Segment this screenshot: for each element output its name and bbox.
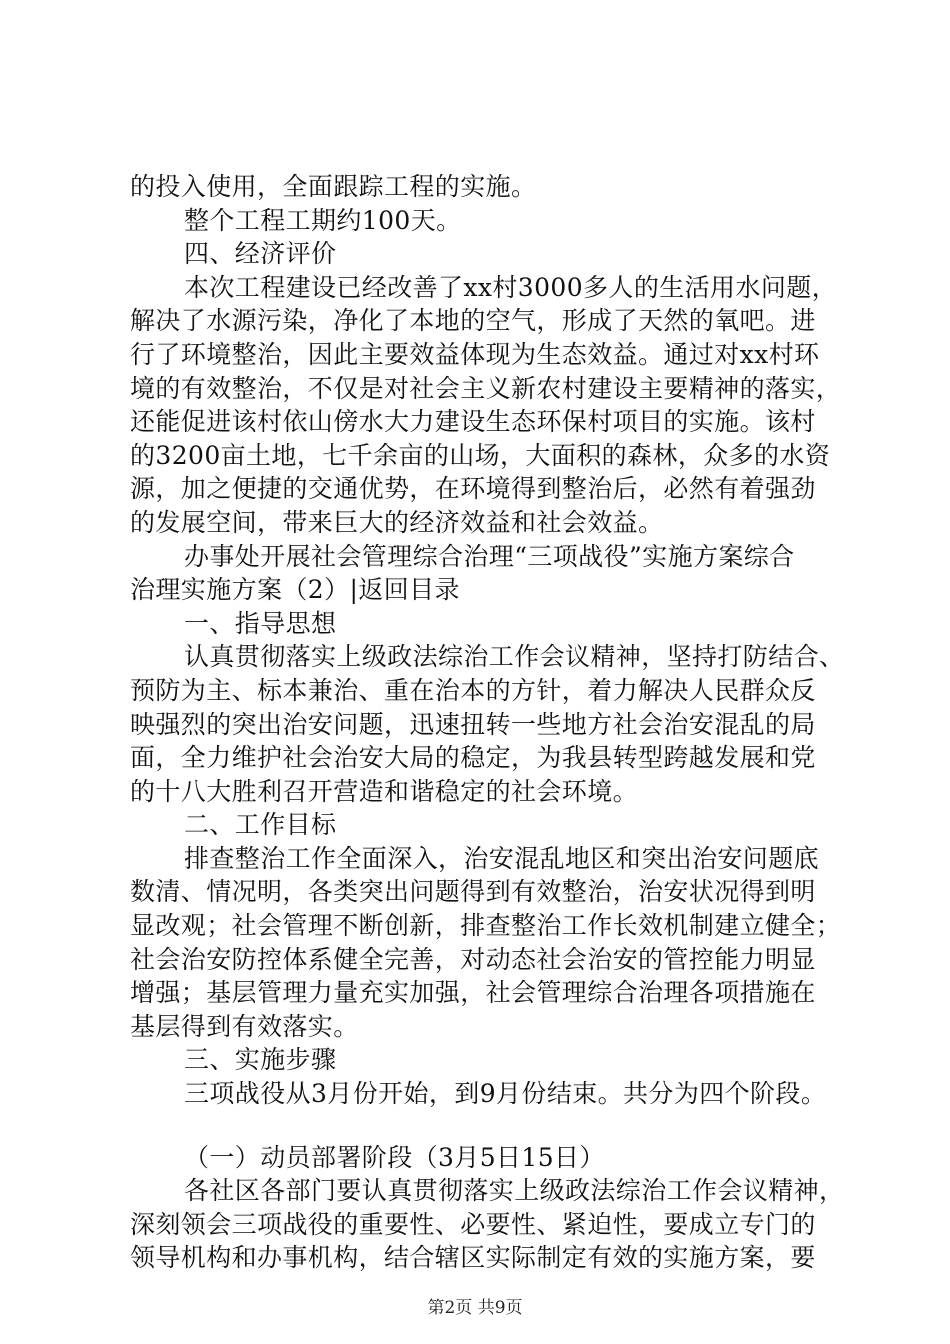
text-line: 面，全力维护社会治安大局的稳定，为我县转型跨越发展和党 (130, 743, 816, 773)
text-line: 境的有效整治，不仅是对社会主义新农村建设主要精神的落实， (130, 373, 842, 403)
document-title: 办事处开展社会管理综合治理“三项战役”实施方案综合 (184, 541, 795, 571)
section-heading: 四、经济评价 (184, 239, 337, 269)
text-line: 领导机构和办事机构，结合辖区实际制定有效的实施方案，要 (130, 1243, 816, 1273)
paragraph-gap (130, 1111, 830, 1141)
document-body (130, 170, 845, 1275)
text-line: 预防为主、标本兼治、重在治本的方针，着力解决人民群众反 (130, 675, 816, 705)
text-line: 整个工程工期约100天。 (184, 205, 462, 235)
section-heading: 三、实施步骤 (184, 1045, 337, 1075)
section-heading: 二、工作目标 (184, 810, 337, 840)
text-line: 社会治安防控体系健全完善，对动态社会治安的管控能力明显 (130, 944, 816, 974)
text-line: 三项战役从3月份开始，到9月份结束。共分为四个阶段。 (184, 1079, 827, 1109)
text-line: 排查整治工作全面深入，治安混乱地区和突出治安问题底 (184, 843, 820, 873)
text-line: 认真贯彻落实上级政法综治工作会议精神，坚持打防结合、 (184, 642, 845, 672)
text-line: 增强；基层管理力量充实加强，社会管理综合治理各项措施在 (130, 978, 816, 1008)
text-line: 显改观；社会管理不断创新，排查整治工作长效机制建立健全； (130, 911, 842, 941)
text-line: 源，加之便捷的交通优势，在环境得到整治后，必然有着强劲 (130, 474, 816, 504)
section-heading: 一、指导思想 (184, 608, 337, 638)
text-line: 的发展空间，带来巨大的经济效益和社会效益。 (130, 507, 664, 537)
text-line: 的十八大胜利召开营造和谐稳定的社会环境。 (130, 776, 639, 806)
text-line: 解决了水源污染，净化了本地的空气，形成了天然的氧吧。进 (130, 306, 816, 336)
text-line: 行了环境整治，因此主要效益体现为生态效益。通过对xx村环 (130, 339, 820, 369)
text-line: 的投入使用，全面跟踪工程的实施。 (130, 172, 537, 201)
page-footer: 第2页 共9页 (427, 1298, 523, 1318)
text-line: 还能促进该村依山傍水大力建设生态环保村项目的实施。该村 (130, 407, 816, 437)
text-line: 各社区各部门要认真贯彻落实上级政法综治工作会议精神， (184, 1176, 845, 1206)
text-line: 本次工程建设已经改善了xx村3000多人的生活用水问题， (184, 272, 838, 302)
subsection-heading: （一）动员部署阶段（3月5日15日） (184, 1142, 605, 1172)
text-line: 的3200亩土地，七千余亩的山场，大面积的森林，众多的水资 (130, 440, 831, 470)
text-line: 映强烈的突出治安问题，迅速扭转一些地方社会治安混乱的局 (130, 709, 816, 739)
text-line: 深刻领会三项战役的重要性、必要性、紧迫性，要成立专门的 (130, 1209, 816, 1239)
document-title-continued: 治理实施方案（2）|返回目录 (130, 575, 460, 605)
text-line: 数清、情况明，各类突出问题得到有效整治，治安状况得到明 (130, 877, 816, 907)
text-line: 基层得到有效落实。 (130, 1011, 359, 1041)
